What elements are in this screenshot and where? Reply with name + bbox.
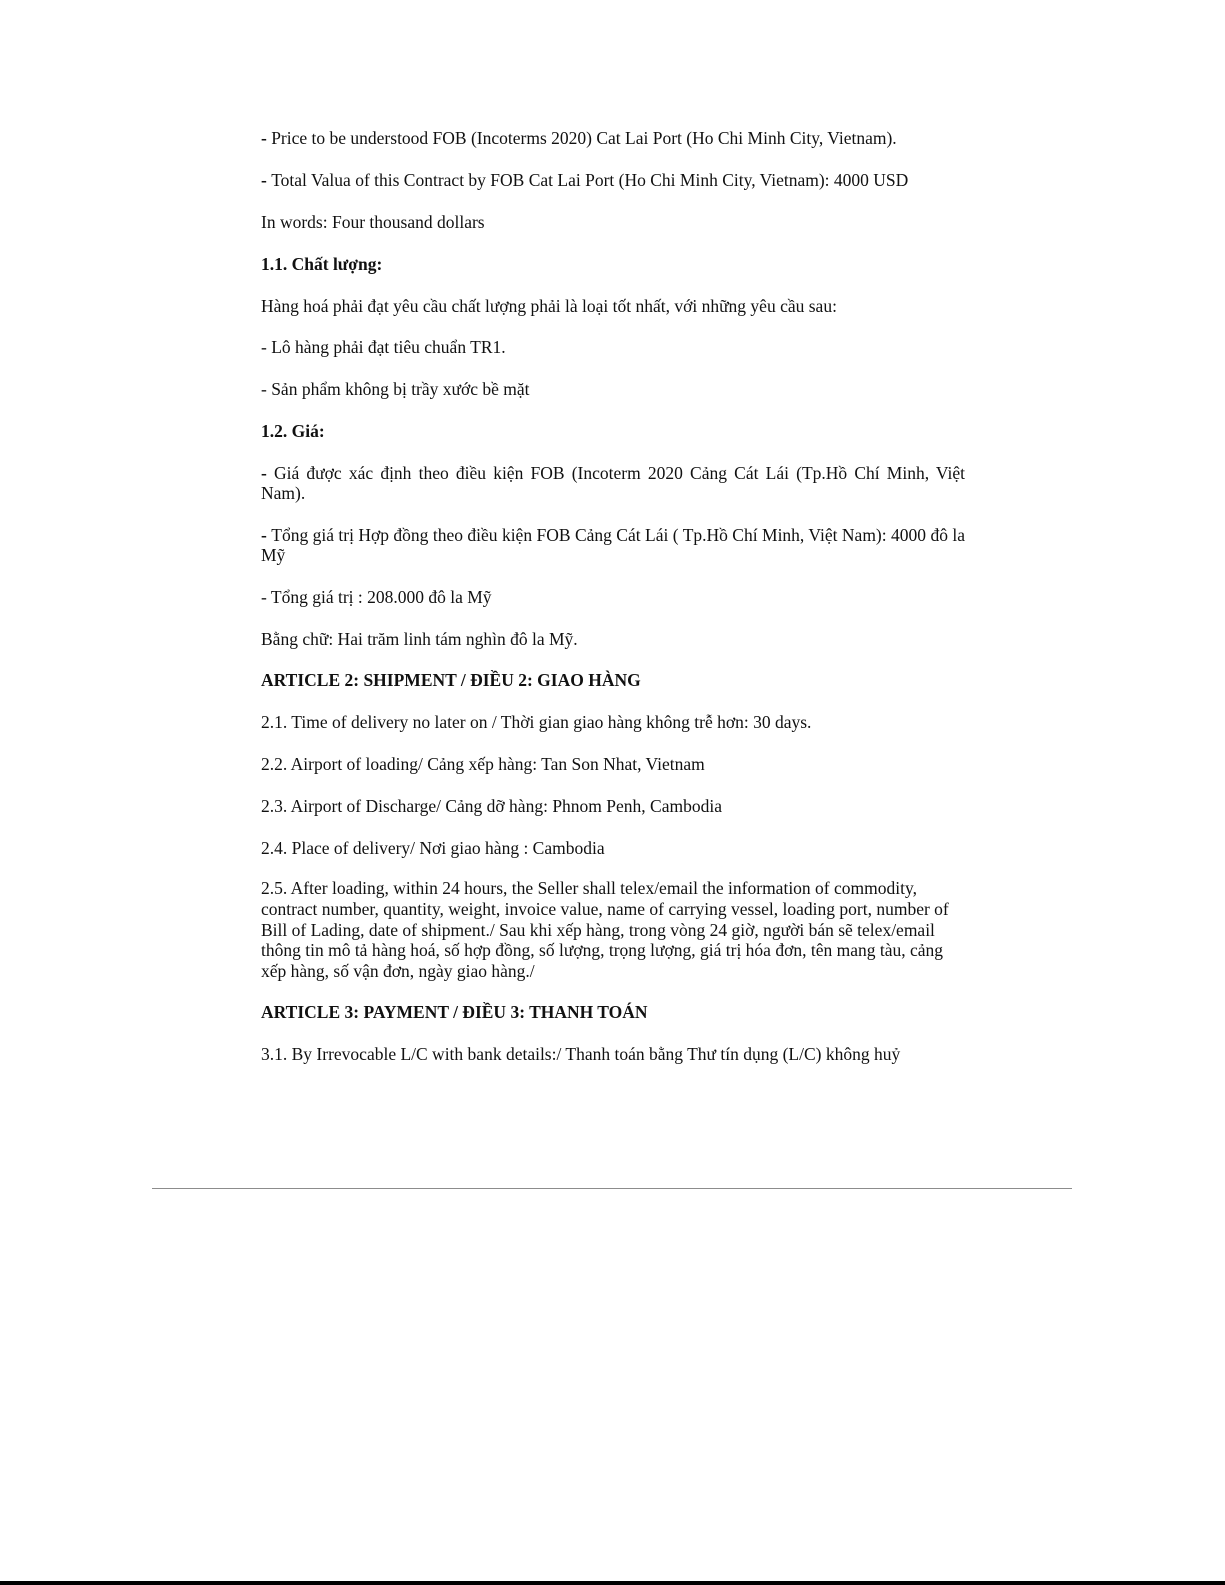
shipment-2-2: 2.2. Airport of loading/ Cảng xếp hàng: Tan Son Nhat, Vietnam xyxy=(261,754,705,774)
dash-bullet: - xyxy=(261,525,272,545)
tong-gia-tri-hd-paragraph xyxy=(261,525,965,565)
price-heading: 1.2. Giá: xyxy=(261,421,325,441)
shipment-2-4: 2.4. Place of delivery/ Nơi giao hàng : Cambodia xyxy=(261,838,605,858)
quality-item-1: - Lô hàng phải đạt tiêu chuẩn TR1. xyxy=(261,337,506,357)
dash-bullet: - xyxy=(261,128,272,148)
viewport-bottom-edge xyxy=(0,1581,1225,1585)
quality-heading: 1.1. Chất lượng: xyxy=(261,254,383,274)
dash-bullet: - xyxy=(261,463,274,483)
gia-fob-paragraph xyxy=(261,463,965,503)
quality-intro-paragraph: Hàng hoá phải đạt yêu cầu chất lượng phải là loại tốt nhất, với những yêu cầu sau: xyxy=(261,296,837,316)
bang-chu-paragraph: Bằng chữ: Hai trăm linh tám nghìn đô la Mỹ. xyxy=(261,629,578,649)
gia-fob-text: Giá được xác định theo điều kiện FOB (Incoterm 2020 Cảng Cát Lái (Tp.Hồ Chí Minh, Việt Nam). xyxy=(261,463,965,503)
article-3-heading: ARTICLE 3: PAYMENT / ĐIỀU 3: THANH TOÁN xyxy=(261,1002,648,1022)
quality-item-2: - Sản phẩm không bị trầy xước bề mặt xyxy=(261,379,530,399)
tong-gia-tri-hd-text: Tổng giá trị Hợp đồng theo điều kiện FOB Cảng Cát Lái ( Tp.Hồ Chí Minh, Việt Nam): 4000 đô la Mỹ xyxy=(261,525,965,565)
article-2-heading: ARTICLE 2: SHIPMENT / ĐIỀU 2: GIAO HÀNG xyxy=(261,670,641,690)
shipment-2-1: 2.1. Time of delivery no later on / Thời gian giao hàng không trễ hơn: 30 days. xyxy=(261,712,812,732)
total-value-text: Total Valua of this Contract by FOB Cat Lai Port (Ho Chi Minh City, Vietnam): 4000 USD xyxy=(271,170,909,190)
in-words-paragraph: In words: Four thousand dollars xyxy=(261,212,485,232)
total-value-paragraph xyxy=(261,170,908,190)
payment-3-1: 3.1. By Irrevocable L/C with bank details:/ Thanh toán bằng Thư tín dụng (L/C) không huỷ xyxy=(261,1044,901,1064)
dash-bullet: - xyxy=(261,170,272,190)
price-fob-text: Price to be understood FOB (Incoterms 2020) Cat Lai Port (Ho Chi Minh City, Vietnam). xyxy=(271,128,897,148)
tong-gia-tri-paragraph: - Tổng giá trị : 208.000 đô la Mỹ xyxy=(261,587,492,607)
shipment-2-5: 2.5. After loading, within 24 hours, the Seller shall telex/email the information of commodity, contract number, quantity, weight, invoice value, name of carrying vessel, loading port, number of Bill of Lading, date of shipment./ Sau khi xếp hàng, trong vòng 24 giờ, người bán sẽ telex/email thông tin mô tả hàng hoá, số hợp đồng, số lượng, trọng lượng, giá trị hóa đơn, tên mang tàu, cảng xếp hàng, số vận đơn, ngày giao hàng./ xyxy=(261,878,949,982)
price-fob-paragraph xyxy=(261,128,965,148)
page-divider xyxy=(152,1188,1072,1189)
shipment-2-3: 2.3. Airport of Discharge/ Cảng dỡ hàng: Phnom Penh, Cambodia xyxy=(261,796,722,816)
